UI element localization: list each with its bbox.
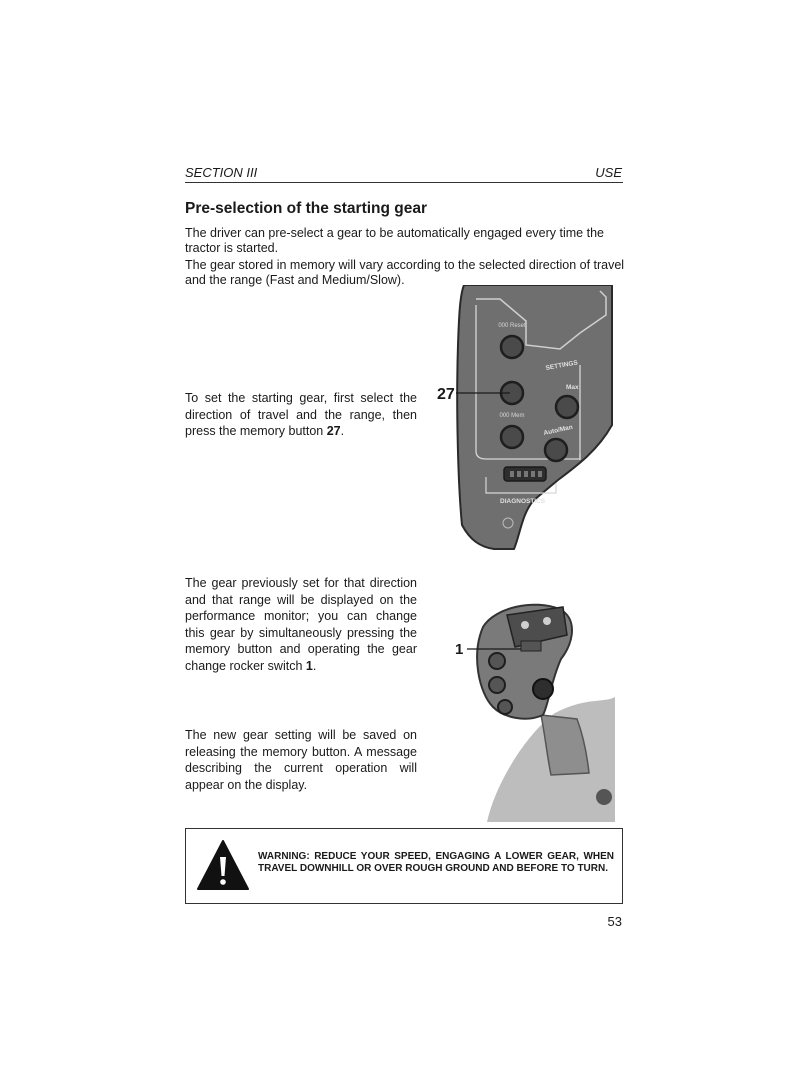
warning-box (185, 828, 623, 904)
max-label: Max (566, 384, 579, 391)
intro-paragraph-1: The driver can pre-select a gear to be automatically engaged every time the tractor is started. (185, 226, 604, 255)
warning-text: WARNING: REDUCE YOUR SPEED, ENGAGING A LOWER GEAR, WHEN TRAVEL DOWNHILL OR OVER ROUGH GROUND AND BEFORE TO TURN. (258, 851, 614, 874)
change-gear-paragraph (185, 575, 417, 674)
intro-paragraph-2: The gear stored in memory will vary according to the selected direction of travel and the range (Fast and Medium/Slow). (185, 258, 625, 287)
joystick-figure (455, 585, 615, 822)
diagnostics-label: DIAGNOSTICS (500, 498, 546, 505)
save-gear-paragraph: The new gear setting will be saved on releasing the memory button. A message describing the current operation will appear on the display. (185, 728, 417, 792)
callout-27: 27 (437, 386, 455, 403)
control-panel-figure (430, 285, 615, 553)
memory-button-ref: 27 (326, 424, 341, 438)
panel-top-label: 000 Reset (498, 323, 526, 329)
warning-triangle-icon (196, 839, 250, 891)
page-number: 53 (607, 914, 622, 929)
change-gear-end: . (312, 658, 317, 673)
page-title: Pre-selection of the starting gear (185, 200, 428, 217)
settings-label: SETTINGS (545, 359, 579, 372)
header-divider (185, 182, 623, 183)
rocker-switch-ref: 1 (305, 658, 313, 673)
change-gear-text: The gear previously set for that direction and that range will be displayed on the performance monitor; you can change this gear by simultaneously pressing the memory button and operating the gear change rocker switch (185, 576, 417, 673)
set-gear-paragraph (185, 390, 417, 440)
section-header: SECTION III (185, 165, 258, 180)
set-gear-end: . (340, 424, 345, 438)
set-gear-text: To set the starting gear, first select the direction of travel and the range, then press the memory button (185, 391, 417, 438)
callout-1: 1 (455, 641, 464, 658)
chapter-header: USE (595, 165, 622, 180)
auto-man-label: Auto/Man (542, 423, 574, 437)
panel-mem-label: 000 Mem (499, 413, 525, 419)
